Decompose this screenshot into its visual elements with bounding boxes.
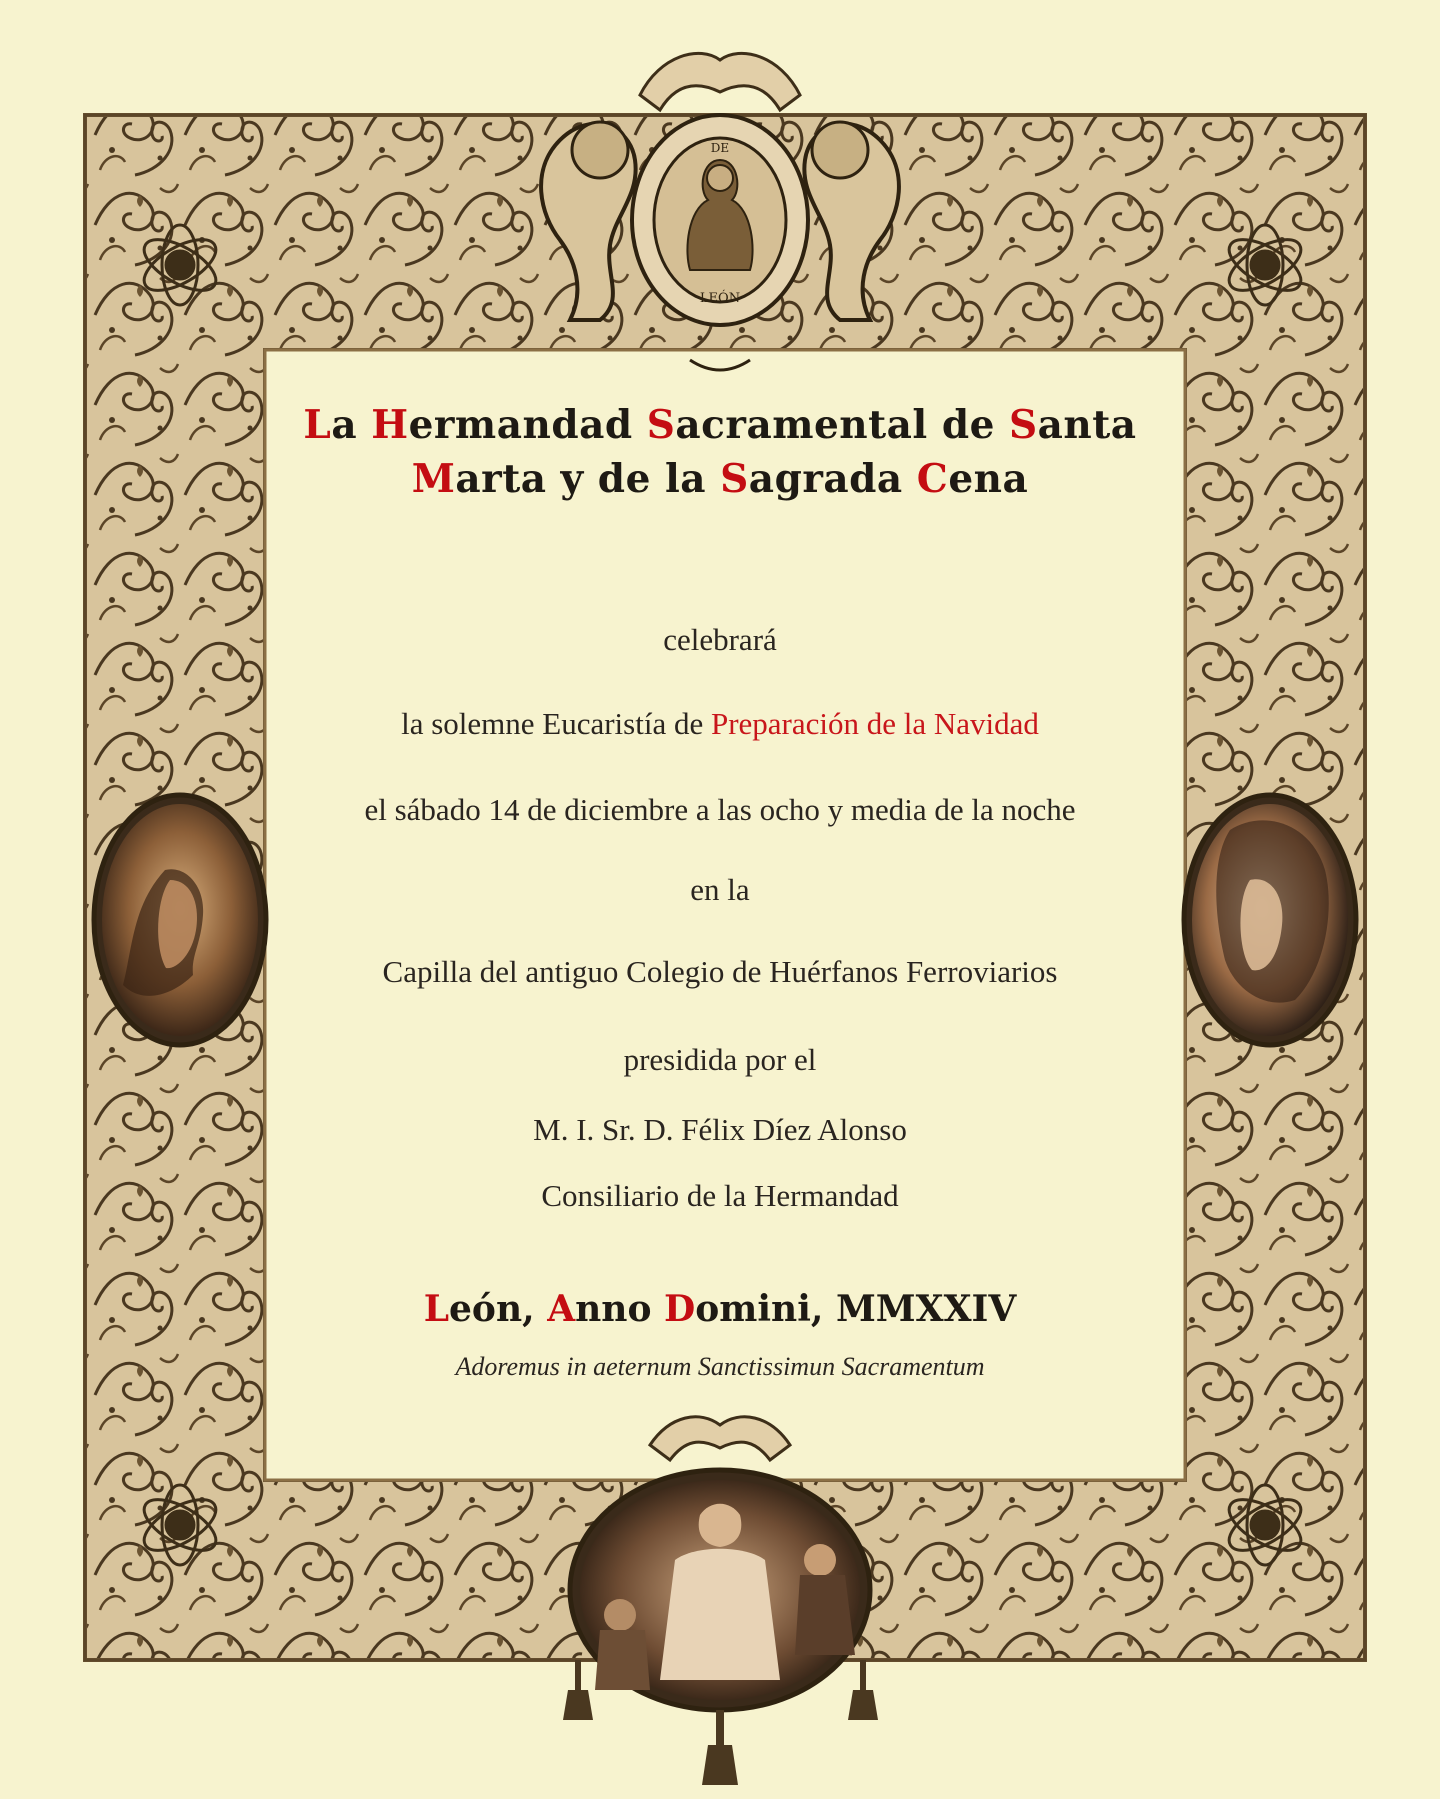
eucaristia-line (250, 706, 1190, 742)
place-date (250, 1288, 1190, 1330)
word-rest: nno (575, 1288, 665, 1330)
initial-capital: H (371, 402, 409, 448)
initial-capital: A (547, 1288, 576, 1330)
title-line-1 (250, 398, 1190, 452)
eucaristia-highlight: Preparación de la Navidad (710, 706, 1039, 741)
portrait-jesus-icon (94, 795, 266, 1045)
seal-text-top: DE (710, 141, 730, 155)
eucaristia-prefix: la solemne Eucaristía de (401, 706, 711, 741)
initial-capital: L (423, 1288, 450, 1330)
presidente-name: M. I. Sr. D. Félix Díez Alonso (533, 1112, 907, 1147)
celebrara-text: celebrará (663, 622, 777, 657)
lugar-text: Capilla del antiguo Colegio de Huérfanos Ferroviarios (382, 954, 1058, 989)
cargo-text: Consiliario de la Hermandad (541, 1178, 899, 1213)
initial-capital: S (646, 402, 676, 448)
initial-capital: C (916, 456, 949, 502)
last-supper-scene-icon (570, 1470, 870, 1710)
portrait-virgin-icon (1184, 795, 1356, 1045)
initial-capital: S (720, 456, 749, 502)
fecha-text: el sábado 14 de diciembre a las ocho y media de la noche (364, 792, 1076, 827)
word-rest: arta y de la (455, 456, 721, 502)
initial-capital: S (1008, 402, 1038, 448)
latin-motto: Adoremus in aeternum Sanctissimun Sacramentum (455, 1352, 985, 1381)
word-rest: omini, MMXXIV (695, 1288, 1017, 1330)
scroll-banner-icon (640, 53, 800, 110)
word-rest: acramental de (675, 402, 1009, 448)
word-rest: eón, (449, 1288, 548, 1330)
initial-capital: D (664, 1288, 696, 1330)
word-rest: agrada (748, 456, 917, 502)
word-rest: ermandad (408, 402, 647, 448)
word-rest: ena (948, 456, 1029, 502)
initial-capital: L (303, 402, 332, 448)
initial-capital: M (411, 456, 456, 502)
presidida-text: presidida por el (623, 1042, 817, 1077)
seal-text-bottom: LEÓN (699, 291, 741, 306)
word-rest: a (331, 402, 372, 448)
word-rest: anta (1037, 402, 1137, 448)
brotherhood-title (250, 398, 1190, 506)
title-line-2 (250, 452, 1190, 506)
en-la-text: en la (690, 872, 750, 907)
